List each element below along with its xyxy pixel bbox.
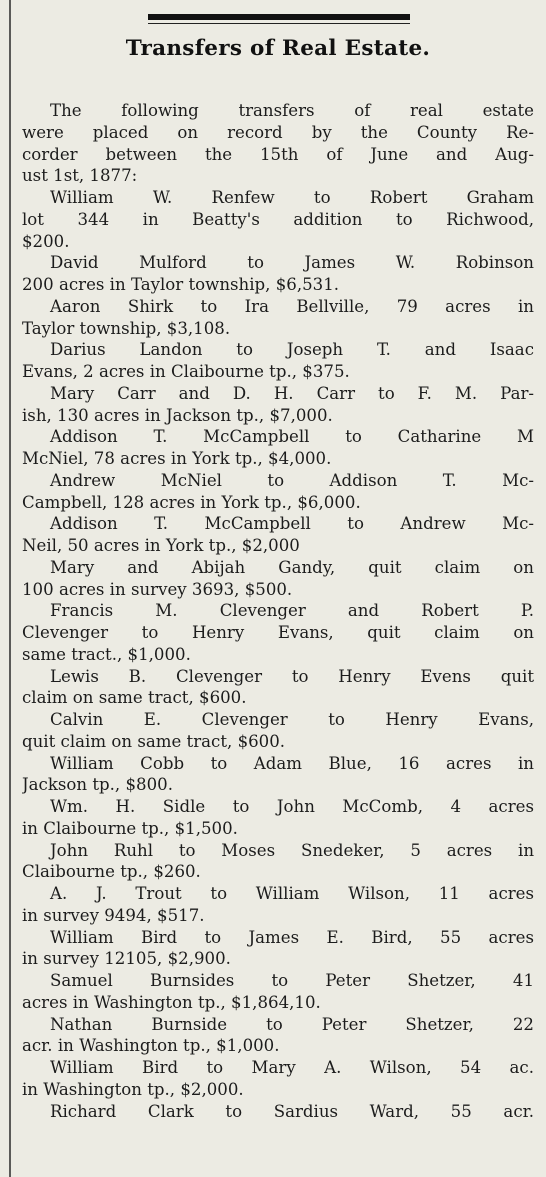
text-line: same tract., $1,000. (22, 644, 191, 664)
text-line: Aaron Shirk to Ira Bellville, 79 acres in (50, 296, 534, 316)
headline-rule-thin (148, 23, 410, 24)
text-line: in Claibourne tp., $1,500. (22, 818, 238, 838)
text-line: David Mulford to James W. Robinson (50, 253, 534, 273)
article-body (22, 100, 534, 1122)
text-line: Darius Landon to Joseph T. and Isaac (50, 340, 534, 360)
text-line: 200 acres in Taylor township, $6,531. (22, 275, 340, 294)
article-title: Transfers of Real Estate. (125, 36, 431, 61)
text-line: Claibourne tp., $260. (22, 862, 201, 882)
newspaper-column (22, 0, 534, 1177)
text-line: were placed on record by the County Re- (22, 122, 534, 142)
text-line: Lewis B. Clevenger to Henry Evens quit (50, 666, 534, 686)
text-line: corder between the 15th of June and Aug- (22, 144, 534, 164)
text-line: Clevenger to Henry Evans, quit claim on (22, 623, 534, 642)
text-line: Addison T. McCampbell to Andrew Mc- (50, 514, 534, 534)
text-line: $200. (22, 231, 70, 251)
text-line: 100 acres in survey 3693, $500. (22, 579, 293, 599)
text-line: Taylor township, $3,108. (22, 318, 231, 338)
headline-rule (148, 14, 410, 20)
text-line: ish, 130 acres in Jackson tp., $7,000. (22, 405, 333, 425)
text-line: William W. Renfew to Robert Graham (50, 188, 534, 207)
text-line: Andrew McNiel to Addison T. Mc- (50, 470, 534, 490)
text-line: Francis M. Clevenger and Robert P. (50, 601, 534, 621)
text-line: Wm. H. Sidle to John McComb, 4 acres (50, 797, 534, 816)
text-line: lot 344 in Beatty's addition to Richwood, (22, 209, 534, 229)
text-line: in survey 12105, $2,900. (22, 949, 231, 969)
text-line: William Bird to James E. Bird, 55 acres (50, 927, 534, 947)
text-line: Neil, 50 acres in York tp., $2,000 (22, 536, 300, 555)
text-line: The following transfers of real estate (50, 101, 534, 120)
text-line: Jackson tp., $800. (22, 775, 173, 795)
text-line: Mary Carr and D. H. Carr to F. M. Par- (50, 383, 534, 403)
text-line: Evans, 2 acres in Claibourne tp., $375. (22, 362, 350, 381)
text-line: acr. in Washington tp., $1,000. (22, 1036, 280, 1056)
text-line: William Bird to Mary A. Wilson, 54 ac. (50, 1058, 534, 1077)
text-line: Calvin E. Clevenger to Henry Evans, (50, 710, 534, 729)
text-line: John Ruhl to Moses Snedeker, 5 acres in (50, 840, 534, 860)
column-rule (9, 0, 11, 1177)
text-line: William Cobb to Adam Blue, 16 acres in (50, 753, 534, 773)
text-line: in survey 9494, $517. (22, 905, 205, 925)
text-line: quit claim on same tract, $600. (22, 731, 286, 751)
text-line: Campbell, 128 acres in York tp., $6,000. (22, 492, 361, 512)
text-line: ust 1st, 1877: (22, 166, 138, 186)
text-line: claim on same tract, $600. (22, 688, 247, 708)
text-line: acres in Washington tp., $1,864,10. (22, 992, 321, 1012)
text-line: Samuel Burnsides to Peter Shetzer, 41 (50, 971, 534, 990)
text-line: in Washington tp., $2,000. (22, 1079, 244, 1099)
text-line: Mary and Abijah Gandy, quit claim on (50, 557, 534, 577)
text-line: Nathan Burnside to Peter Shetzer, 22 (50, 1014, 534, 1034)
text-line: McNiel, 78 acres in York tp., $4,000. (22, 449, 332, 468)
text-line: Addison T. McCampbell to Catharine M (50, 427, 534, 447)
text-line: A. J. Trout to William Wilson, 11 acres (50, 884, 534, 903)
text-line: Richard Clark to Sardius Ward, 55 acr. (50, 1101, 534, 1121)
